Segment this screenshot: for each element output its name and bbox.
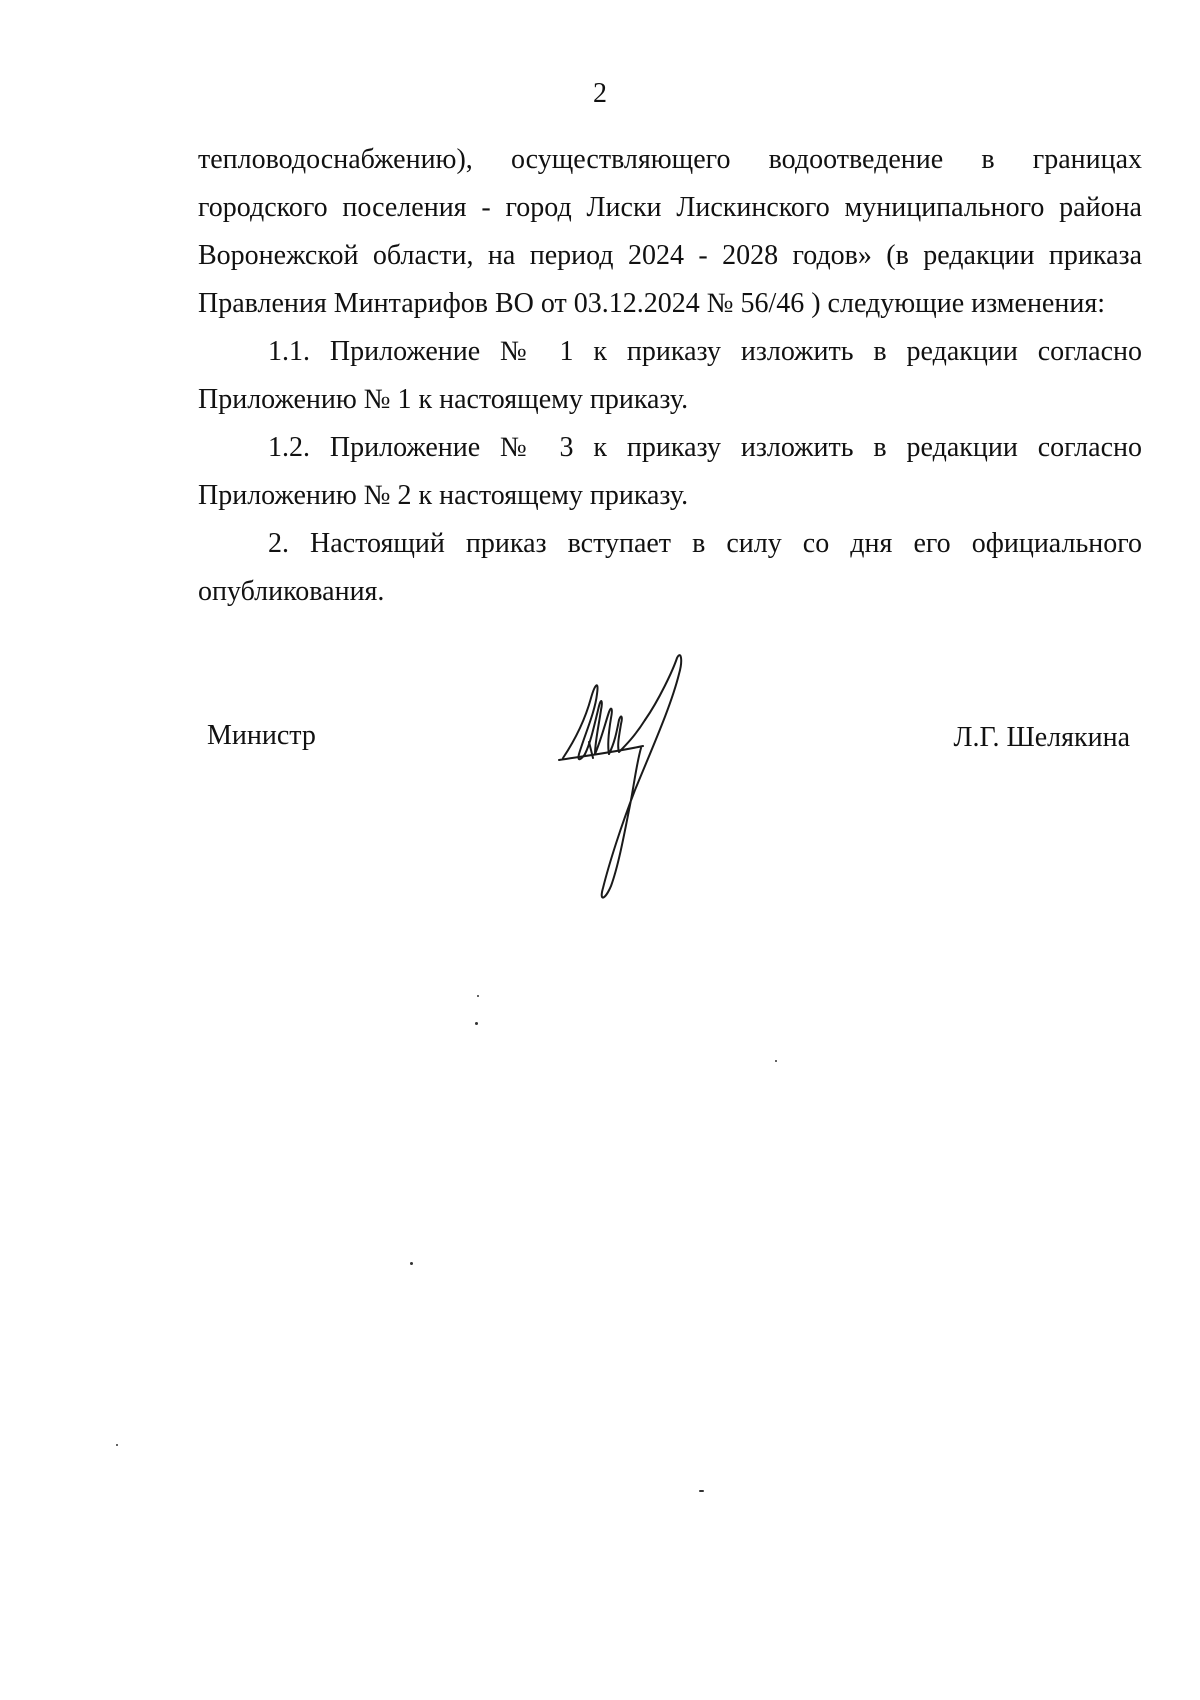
scan-speck: [477, 995, 479, 997]
document-body: [198, 136, 1142, 616]
paragraph-item-2: 2. Настоящий приказ вступает в силу со дня его официального опубликования.: [198, 528, 1142, 607]
paragraph-item-1-1: 1.1. Приложение № 1 к приказу изложить в редакции согласно Приложению № 1 к настоящему приказу.: [198, 336, 1142, 415]
signer-name: Л.Г. Шелякина: [953, 722, 1130, 753]
handwritten-signature: [555, 650, 715, 900]
scan-speck: [410, 1262, 413, 1265]
scan-speck: [775, 1060, 777, 1062]
scan-speck: [699, 1490, 704, 1492]
page-number: 2: [593, 78, 607, 109]
paragraph-item-1-2: 1.2. Приложение № 3 к приказу изложить в редакции согласно Приложению № 2 к настоящему приказу.: [198, 432, 1142, 511]
signer-position: Министр: [207, 720, 316, 751]
scan-speck: [116, 1444, 118, 1446]
scan-speck: [475, 1022, 478, 1025]
paragraph-continuation: тепловодоснабжению), осуществляющего водоотведение в границах городского поселения - город Лиски Лискинского муниципального района Воронежской области, на период 2024 - 2028 годов» (в редакции приказа Правления Минтарифов ВО от 03.12.2024 № 56/46 ) следующие изменения:: [198, 144, 1142, 319]
